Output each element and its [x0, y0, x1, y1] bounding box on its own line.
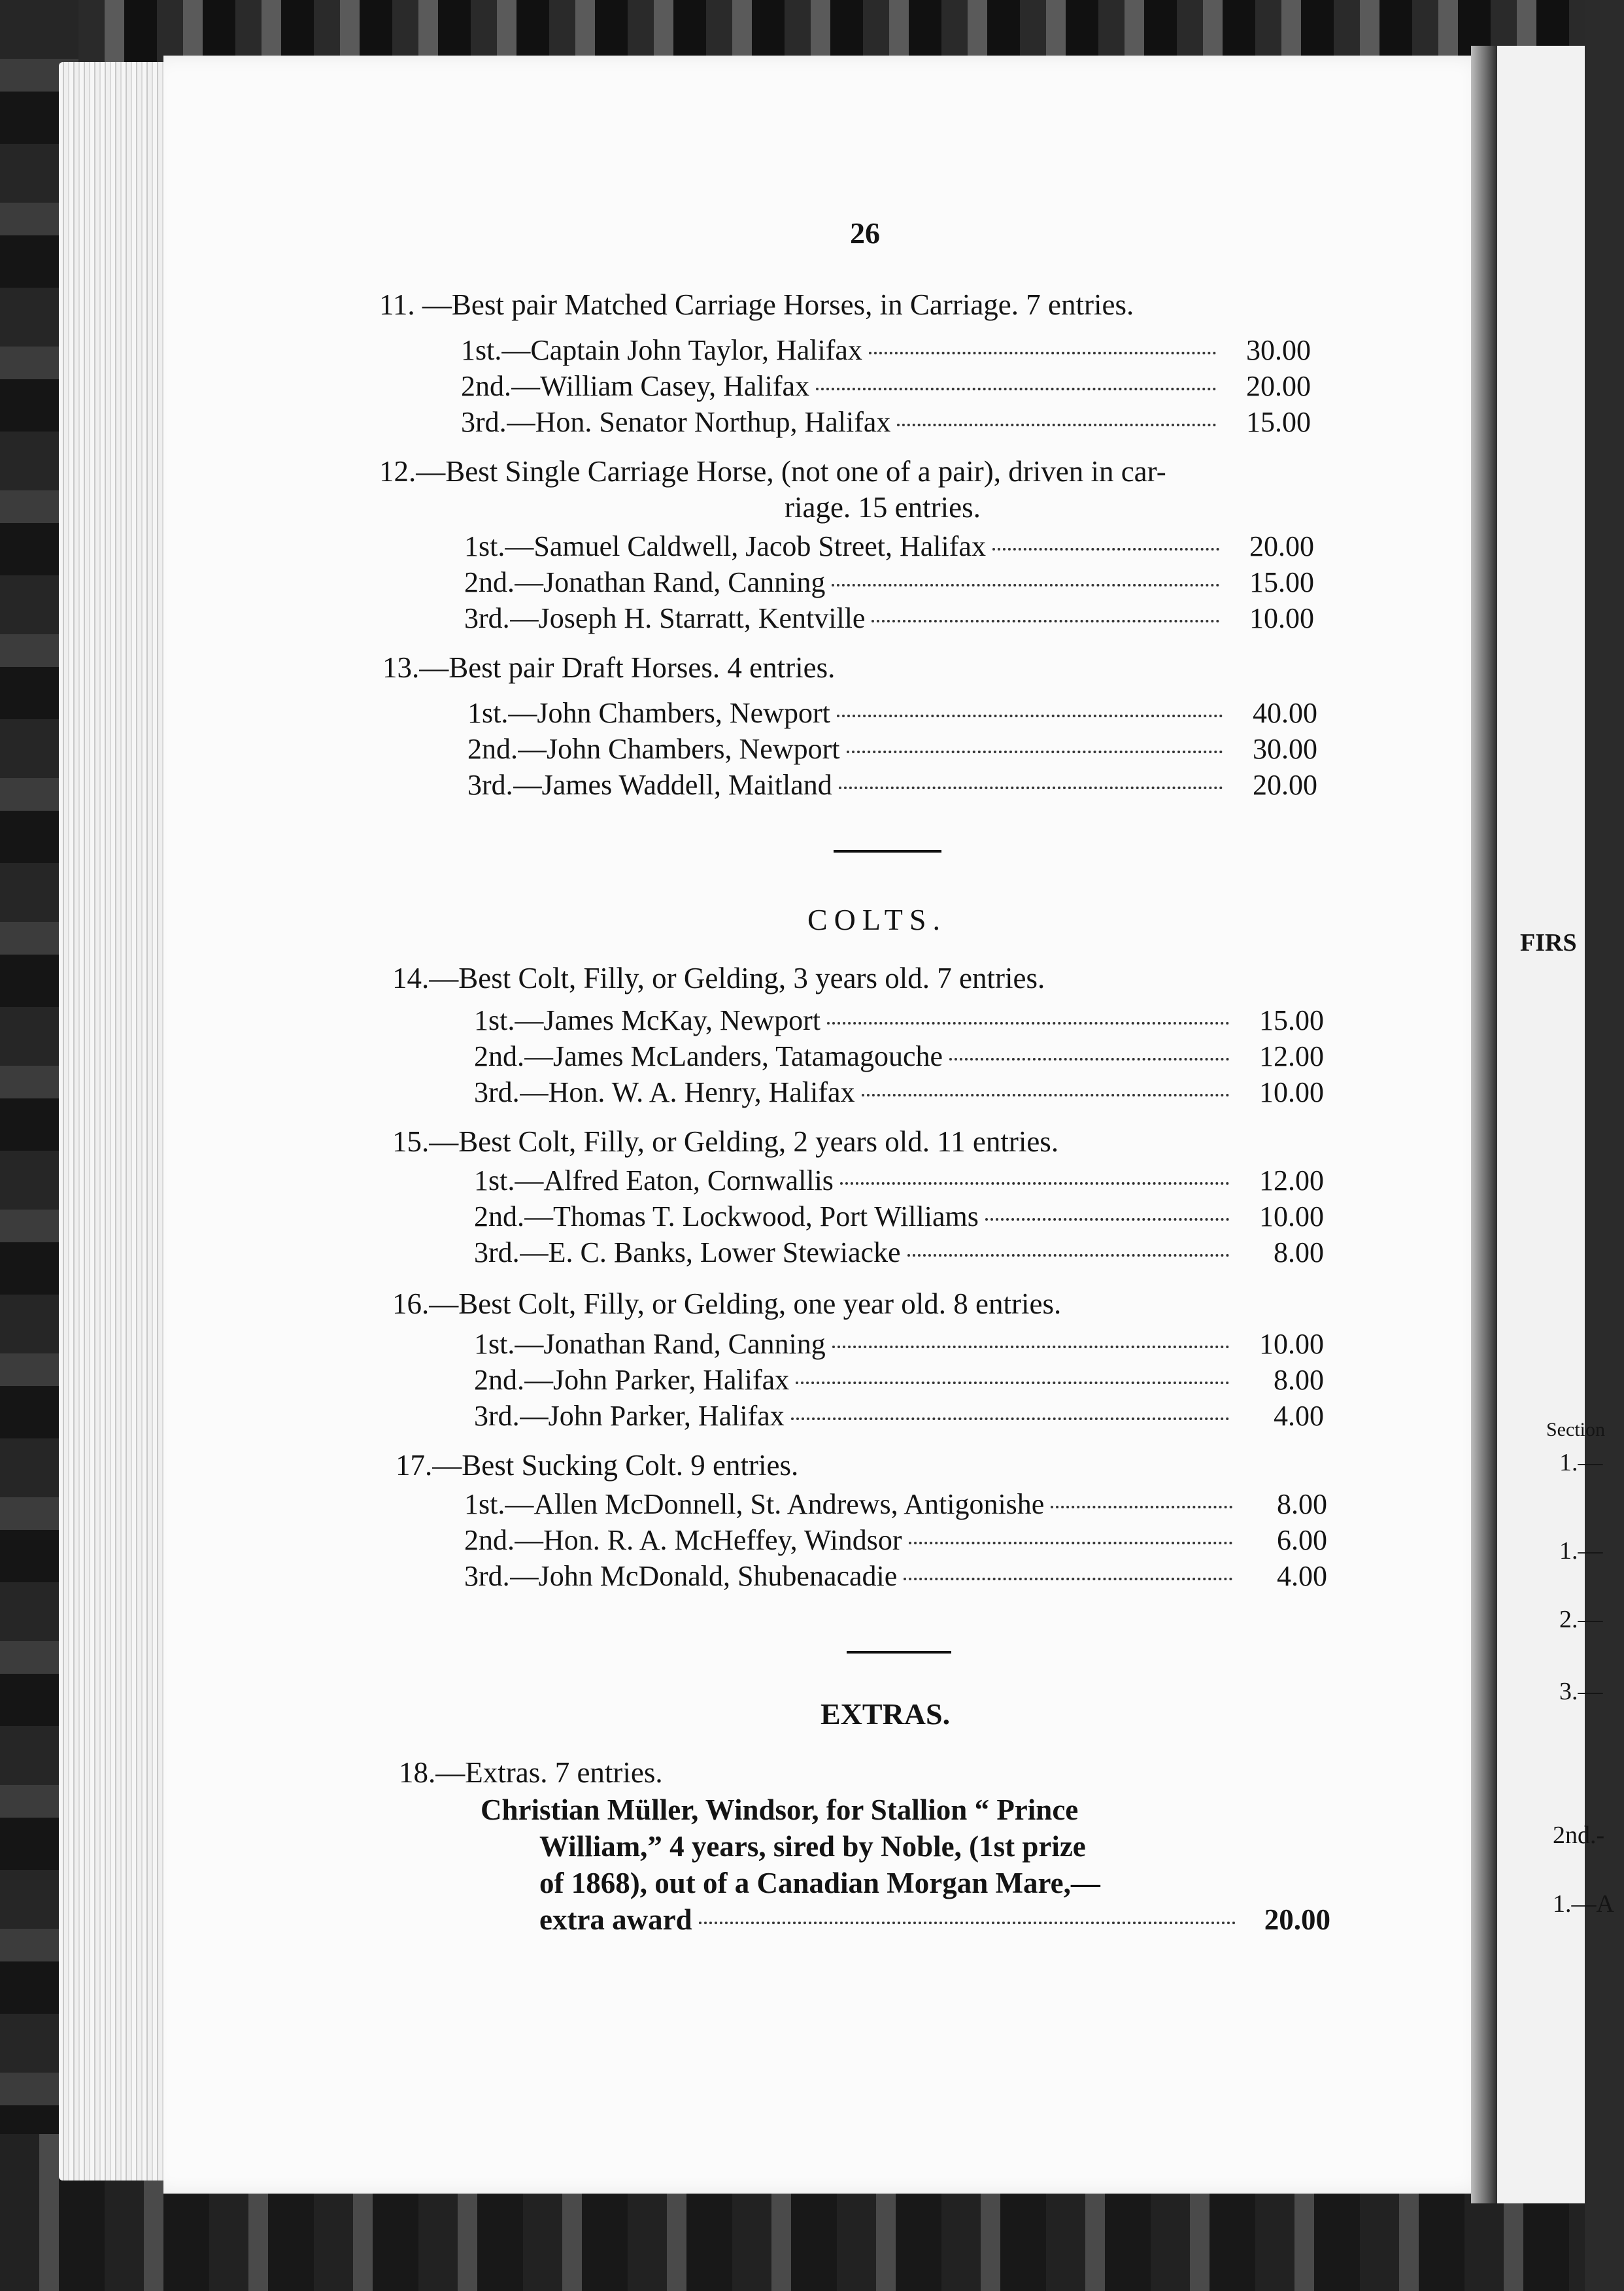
prize-row	[461, 333, 1311, 369]
prize-row	[474, 1327, 1324, 1363]
prize-place: 2nd.	[474, 1364, 524, 1396]
prize-winner: —James McKay, Newport	[515, 1004, 820, 1036]
prize-winner: —William Casey, Halifax	[511, 370, 810, 402]
prize-amount: 12.00	[1259, 1040, 1324, 1072]
prize-amount: 20.00	[1253, 769, 1317, 801]
prize-amount: 10.00	[1259, 1328, 1324, 1360]
dot-leader	[862, 1094, 1229, 1096]
dot-leader	[816, 388, 1216, 390]
photo-background-right	[1585, 0, 1624, 2291]
prize-winner: —John Chambers, Newport	[518, 733, 840, 765]
class-heading: 14.—Best Colt, Filly, or Gelding, 3 years old. 7 entries.	[392, 962, 1045, 994]
prize-amount: 30.00	[1246, 334, 1311, 366]
book-spine	[1471, 46, 1497, 2203]
prize-winner: —Jonathan Rand, Canning	[515, 1328, 826, 1360]
dot-leader	[904, 1578, 1232, 1580]
prize-row	[467, 768, 1317, 804]
prize-winner: —John Chambers, Newport	[508, 697, 830, 729]
dot-leader	[839, 787, 1223, 789]
prize-winner: —Allen McDonnell, St. Andrews, Antigonishe	[505, 1488, 1045, 1520]
prize-row	[467, 696, 1317, 732]
prize-place: 3rd.	[464, 1560, 510, 1592]
prize-row	[464, 566, 1314, 601]
prize-row	[461, 405, 1311, 441]
prize-winner: —John McDonald, Shubenacadie	[509, 1560, 898, 1592]
prize-place: 2nd.	[464, 1524, 515, 1556]
prize-place: 1st.	[464, 1488, 505, 1520]
dot-leader	[796, 1382, 1229, 1384]
prize-winner: —Samuel Caldwell, Jacob Street, Halifax	[505, 530, 986, 562]
prize-place: 1st.	[461, 334, 502, 366]
dot-leader	[992, 548, 1219, 551]
prize-winner: —Joseph H. Starratt, Kentville	[509, 602, 866, 634]
facing-page-fragment: Section	[1546, 1419, 1605, 1440]
prize-amount: 20.00	[1246, 370, 1311, 402]
page-number: 26	[850, 216, 880, 250]
prize-amount: 6.00	[1277, 1524, 1327, 1556]
dot-leader	[869, 352, 1216, 354]
prize-place: 3rd.	[474, 1076, 520, 1108]
prize-place: 3rd.	[474, 1400, 520, 1432]
prize-place: 3rd.	[467, 769, 513, 801]
extra-award-label: extra award	[539, 1903, 692, 1936]
extra-award-line: of 1868), out of a Canadian Morgan Mare,—	[539, 1867, 1100, 1899]
dot-leader	[791, 1417, 1229, 1420]
prize-amount: 10.00	[1249, 602, 1314, 634]
dot-leader	[827, 1022, 1229, 1025]
prize-amount: 15.00	[1259, 1004, 1324, 1036]
prize-winner: —Thomas T. Lockwood, Port Williams	[524, 1200, 979, 1232]
prize-row	[467, 732, 1317, 768]
facing-page-fragment: 1.—A	[1553, 1890, 1614, 1918]
prize-amount: 30.00	[1253, 733, 1317, 765]
prize-winner: —Jonathan Rand, Canning	[515, 566, 826, 598]
dot-leader	[985, 1218, 1229, 1221]
prize-winner: —James Waddell, Maitland	[513, 769, 832, 801]
section-title-colts: COLTS.	[807, 903, 947, 936]
prize-place: 2nd.	[467, 733, 518, 765]
prize-place: 1st.	[474, 1004, 515, 1036]
prize-winner: —John Parker, Halifax	[524, 1364, 790, 1396]
facing-page-fragment: FIRS	[1520, 929, 1577, 957]
class-heading: 16.—Best Colt, Filly, or Gelding, one year old. 8 entries.	[392, 1287, 1062, 1320]
prize-place: 2nd.	[464, 566, 515, 598]
prize-row	[464, 1523, 1327, 1559]
dot-leader	[1051, 1506, 1232, 1508]
dot-leader	[832, 584, 1219, 586]
prize-row	[474, 1076, 1324, 1111]
prize-row	[474, 1040, 1324, 1075]
prize-place: 2nd.	[474, 1040, 524, 1072]
prize-place: 2nd.	[461, 370, 511, 402]
prize-place: 3rd.	[464, 602, 510, 634]
extra-award-line: William,” 4 years, sired by Noble, (1st prize	[539, 1830, 1086, 1863]
prize-place: 1st.	[474, 1328, 515, 1360]
prize-place: 1st.	[464, 530, 505, 562]
class-heading: 11. —Best pair Matched Carriage Horses, in Carriage. 7 entries.	[379, 288, 1134, 321]
facing-page-fragment: 2nd.-	[1553, 1822, 1605, 1849]
prize-winner: —Hon. W. A. Henry, Halifax	[519, 1076, 855, 1108]
class-heading: 18.—Extras. 7 entries.	[399, 1756, 663, 1789]
section-rule	[847, 1651, 951, 1654]
prize-place: 3rd.	[474, 1236, 520, 1268]
section-rule	[834, 850, 941, 853]
class-heading: 15.—Best Colt, Filly, or Gelding, 2 years old. 11 entries.	[392, 1125, 1059, 1158]
dot-leader	[949, 1058, 1229, 1061]
prize-amount: 10.00	[1259, 1076, 1324, 1108]
prize-row	[464, 1559, 1327, 1595]
prize-row	[474, 1363, 1324, 1399]
prize-amount: 15.00	[1249, 566, 1314, 598]
prize-amount: 12.00	[1259, 1164, 1324, 1196]
prize-place: 2nd.	[474, 1200, 524, 1232]
facing-page-fragment: 1.—	[1559, 1449, 1603, 1476]
dot-leader	[832, 1346, 1229, 1348]
prize-winner: —Hon. Senator Northup, Halifax	[506, 406, 891, 438]
dot-leader	[909, 1542, 1232, 1544]
dot-leader	[907, 1254, 1229, 1257]
prize-winner: —E. C. Banks, Lower Stewiacke	[519, 1236, 901, 1268]
prize-place: 3rd.	[461, 406, 507, 438]
prize-amount: 4.00	[1277, 1560, 1327, 1592]
prize-row	[474, 1399, 1324, 1434]
prize-amount: 8.00	[1274, 1236, 1324, 1268]
prize-amount: 8.00	[1277, 1488, 1327, 1520]
dot-leader	[847, 751, 1223, 753]
prize-amount: 8.00	[1274, 1364, 1324, 1396]
prize-amount: 15.00	[1246, 406, 1311, 438]
class-heading: 17.—Best Sucking Colt. 9 entries.	[396, 1449, 799, 1482]
facing-page-fragment: 1.—	[1559, 1537, 1603, 1565]
prize-amount: 40.00	[1253, 697, 1317, 729]
facing-page-fragment: 2.—	[1559, 1606, 1603, 1633]
class-heading-continued: riage. 15 entries.	[785, 491, 981, 524]
prize-amount: 10.00	[1259, 1200, 1324, 1232]
dot-leader	[897, 424, 1216, 426]
prize-row	[464, 602, 1314, 637]
prize-amount: 4.00	[1274, 1400, 1324, 1432]
class-heading: 12.—Best Single Carriage Horse, (not one of a pair), driven in car-	[379, 455, 1166, 488]
prize-row	[474, 1004, 1324, 1039]
dot-leader	[837, 715, 1223, 717]
extra-award-line: Christian Müller, Windsor, for Stallion “ Prince	[481, 1793, 1079, 1826]
page-edges	[59, 62, 177, 2181]
prize-amount: 20.00	[1249, 530, 1314, 562]
extra-award-description	[481, 1791, 1239, 1901]
prize-winner: —Captain John Taylor, Halifax	[501, 334, 862, 366]
prize-winner: —Alfred Eaton, Cornwallis	[515, 1164, 834, 1196]
prize-winner: —Hon. R. A. McHeffey, Windsor	[515, 1524, 902, 1556]
prize-winner: —John Parker, Halifax	[519, 1400, 785, 1432]
dot-leader	[840, 1182, 1229, 1185]
prize-row	[474, 1236, 1324, 1271]
prize-row	[474, 1200, 1324, 1235]
facing-page-fragment: 3.—	[1559, 1678, 1603, 1705]
prize-row	[464, 530, 1314, 565]
prize-place: 1st.	[474, 1164, 515, 1196]
prize-amount: 20.00	[1264, 1903, 1330, 1936]
dot-leader	[699, 1922, 1236, 1924]
prize-row	[464, 1487, 1327, 1523]
extra-award-row	[539, 1903, 1330, 1939]
section-title-extras: EXTRAS.	[820, 1697, 951, 1731]
dot-leader	[871, 620, 1219, 622]
prize-row	[461, 369, 1311, 405]
facing-page	[1497, 46, 1614, 2203]
prize-place: 1st.	[467, 697, 509, 729]
prize-winner: —James McLanders, Tatamagouche	[524, 1040, 943, 1072]
class-heading: 13.—Best pair Draft Horses. 4 entries.	[382, 651, 836, 684]
prize-row	[474, 1164, 1324, 1199]
